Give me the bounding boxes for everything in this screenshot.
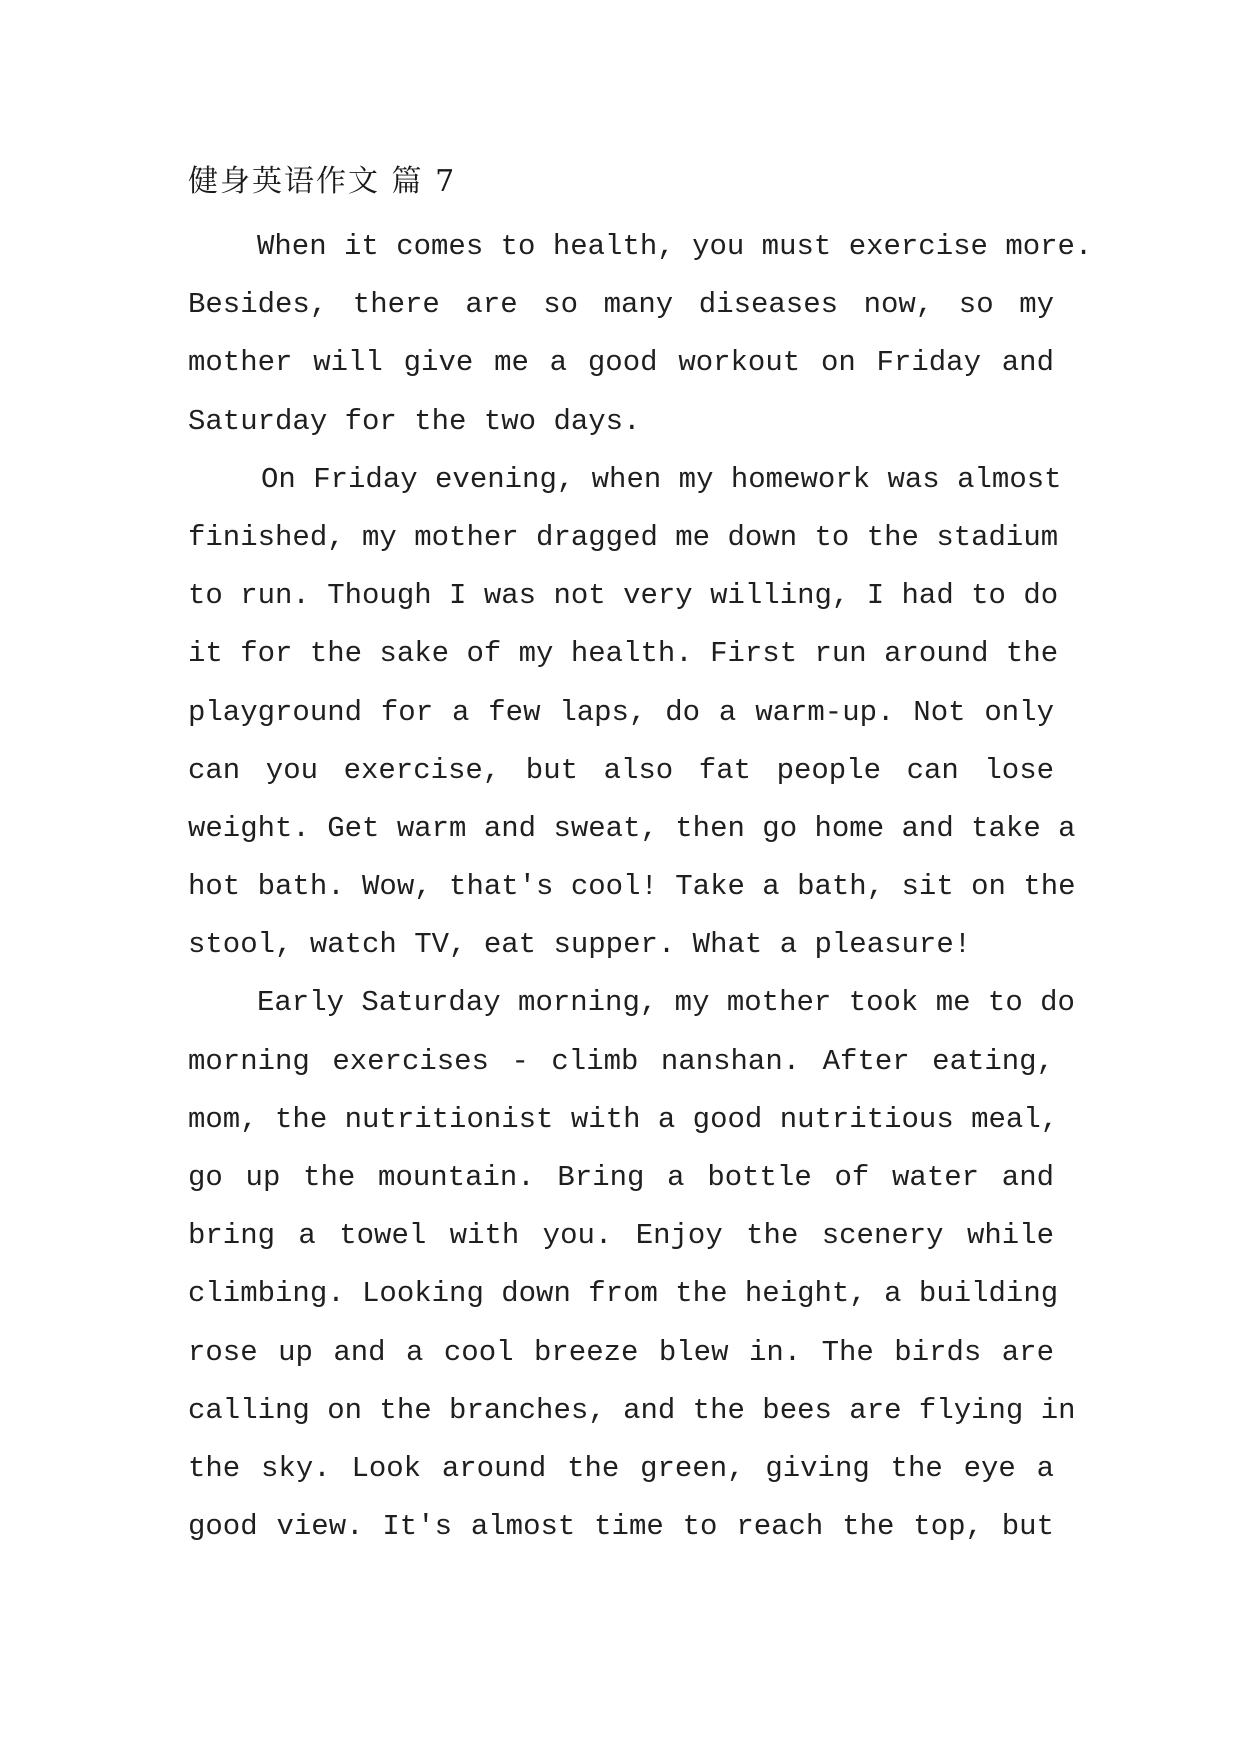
text-line: bring a towel with you. Enjoy the scenery while: [188, 1219, 1054, 1253]
text-line: it for the sake of my health. First run around the: [188, 637, 1059, 671]
paragraph-3: [188, 974, 1076, 1556]
text-line: to run. Though I was not very willing, I had to do: [188, 579, 1059, 613]
text-line: Saturday for the two days.: [188, 404, 641, 438]
text-line: On Friday evening, when my homework was almost: [261, 462, 1062, 496]
text-line: climbing. Looking down from the height, a building: [188, 1277, 1059, 1311]
text-line: When it comes to health, you must exercise more.: [257, 230, 1093, 263]
text-line: finished, my mother dragged me down to the stadium: [188, 520, 1059, 554]
text-line: mother will give me a good workout on Friday and: [188, 346, 1054, 380]
text-line: the sky. Look around the green, giving the eye a: [188, 1451, 1054, 1485]
text-line: Early Saturday morning, my mother took me to do: [257, 986, 1075, 1020]
text-line: weight. Get warm and sweat, then go home and take a: [188, 811, 1076, 845]
paragraph-1: [188, 218, 1093, 451]
text-line: go up the mountain. Bring a bottle of water and: [188, 1161, 1054, 1194]
essay-body: [188, 160, 1093, 1556]
text-line: stool, watch TV, eat supper. What a pleasure!: [188, 928, 972, 962]
text-line: calling on the branches, and the bees are flying in: [188, 1393, 1076, 1427]
paragraph-2: [188, 451, 1076, 975]
text-line: playground for a few laps, do a warm-up. Not only: [188, 695, 1054, 729]
text-line: Besides, there are so many diseases now, so my: [188, 288, 1054, 322]
essay-title: 健身英语作文 篇 7: [188, 164, 457, 199]
text-line: morning exercises - climb nanshan. After eating,: [188, 1044, 1054, 1078]
text-line: rose up and a cool breeze blew in. The birds are: [188, 1335, 1054, 1369]
text-line: can you exercise, but also fat people can lose: [188, 753, 1054, 787]
text-line: good view. It's almost time to reach the top, but: [188, 1510, 1054, 1544]
text-line: mom, the nutritionist with a good nutritious meal,: [188, 1102, 1059, 1136]
text-line: hot bath. Wow, that's cool! Take a bath, sit on the: [188, 870, 1076, 904]
